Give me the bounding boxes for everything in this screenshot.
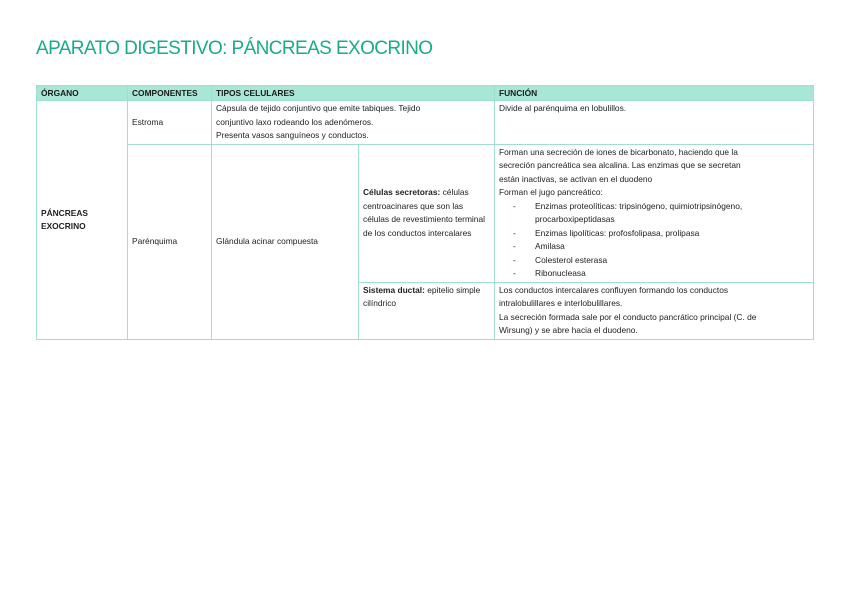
funcion-ductal-line-2: intralobulillares e interlobulillares. [499, 298, 623, 308]
component-estroma: Estroma [128, 101, 212, 145]
organ-line-1: PÁNCREAS [41, 207, 88, 218]
tipo-parenquima: Glándula acinar compuesta [212, 144, 359, 339]
organ-line-2: EXOCRINO [41, 220, 86, 231]
funcion-ductal [495, 282, 814, 339]
list-item: - Amilasa [513, 241, 565, 251]
table-row-parenquima-secretoras [37, 144, 814, 282]
celulas-secretoras-cell [359, 144, 495, 282]
funcion-ductal-line-4: Wirsung) y se abre hacia el duodeno. [499, 325, 638, 335]
funcion-secretoras-line-2: secreción pancreática sea alcalina. Las enzimas que se secretan [499, 160, 741, 170]
sistema-ductal-text: epitelio simple cilíndrico [363, 284, 481, 308]
table-header-row [37, 86, 814, 101]
list-item: - Enzimas proteolíticas: tripsinógeno, quimiotripsinógeno, [513, 200, 743, 211]
header-funcion: FUNCIÓN [495, 86, 814, 101]
list-item: - Colesterol esterasa [513, 254, 608, 265]
funcion-secretoras [495, 144, 814, 282]
organ-cell [37, 101, 128, 340]
funcion-estroma: Divide al parénquima en lobulillos. [495, 101, 814, 145]
funcion-ductal-line-1: Los conductos intercalares confluyen formando los conductos [499, 284, 729, 295]
funcion-secretoras-line-4: Forman el jugo pancreático: [499, 187, 603, 197]
enzyme-list [499, 200, 809, 281]
list-item: - Ribonucleasa [513, 268, 586, 278]
tipos-estroma-line-3: Presenta vasos sanguíneos y conductos. [216, 130, 369, 140]
tipos-estroma-line-2: conjuntivo laxo rodeando los adenómeros. [216, 116, 374, 127]
celulas-secretoras-text: células centroacinares que son las células de revestimiento terminal de los conductos intercalares [363, 187, 485, 238]
header-componentes: COMPONENTES [128, 86, 212, 101]
list-item: - Enzimas lipolíticas: profosfolipasa, prolipasa [513, 227, 700, 238]
pancreas-table [36, 85, 814, 340]
tipos-estroma [212, 101, 495, 145]
list-item: procarboxipeptidasas [535, 214, 615, 224]
table-row-estroma [37, 101, 814, 145]
celulas-secretoras-label: Células secretoras: [363, 187, 441, 197]
page-title: APARATO DIGESTIVO: PÁNCREAS EXOCRINO [36, 38, 433, 59]
component-parenquima: Parénquima [128, 144, 212, 339]
funcion-secretoras-line-3: están inactivas, se activan en el duodeno [499, 173, 653, 184]
sistema-ductal-cell [359, 282, 495, 339]
header-organo: ÓRGANO [37, 86, 128, 101]
header-tipos-celulares: TIPOS CELULARES [212, 86, 495, 101]
sistema-ductal-label: Sistema ductal: [363, 284, 425, 295]
tipos-estroma-line-1: Cápsula de tejido conjuntivo que emite tabiques. Tejido [216, 103, 421, 113]
funcion-secretoras-line-1: Forman una secreción de iones de bicarbonato, haciendo que la [499, 146, 738, 157]
funcion-ductal-line-3: La secreción formada sale por el conducto pancrático principal (C. de [499, 311, 757, 322]
